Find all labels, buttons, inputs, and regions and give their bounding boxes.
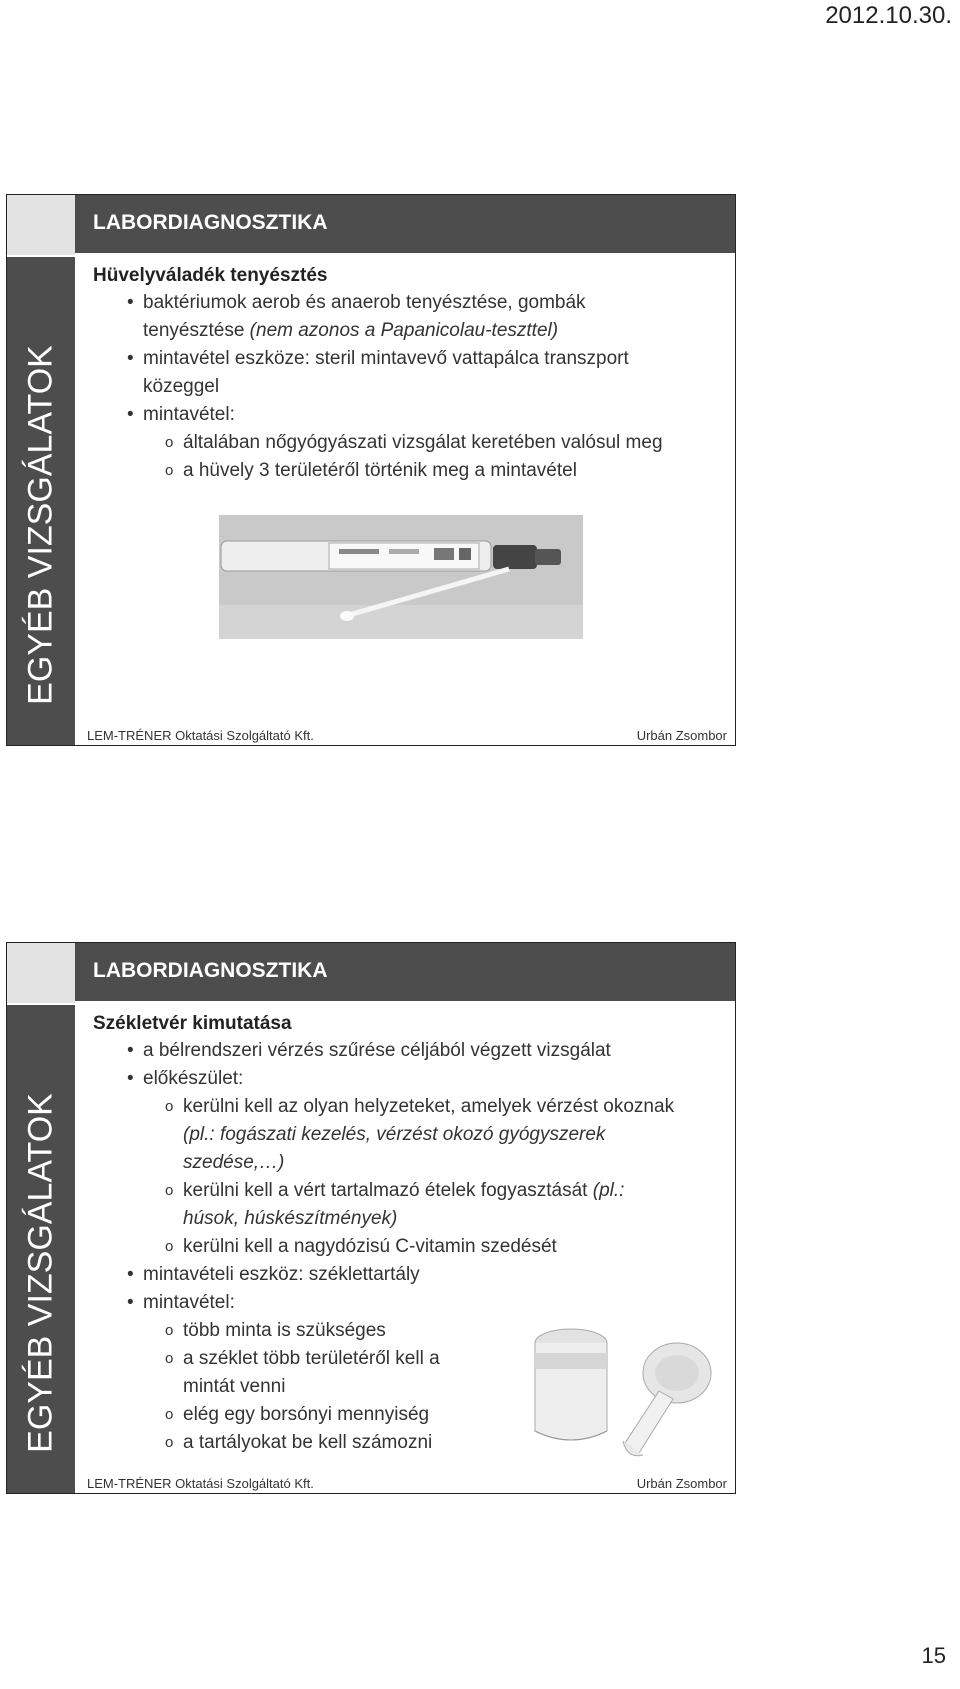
sub-bullet-item: o több minta is szükséges [93,1317,725,1345]
bullet-item: • előkészület: [93,1065,725,1093]
bullet-item: • mintavétel: [93,1289,725,1317]
bullet-item: • baktériumok aerob és anaerob tenyésztése, gombák [93,289,725,317]
sub-bullet-item: o általában nőgyógyászati vizsgálat keretében valósul meg [93,429,725,457]
italic-note: húsok, húskészítmények) [183,1208,398,1229]
sub-bullet-item: o kerülni kell az olyan helyzeteket, amelyek vérzést okoznak [93,1093,725,1121]
sub-bullet-item: o elég egy borsónyi mennyiség [93,1401,725,1429]
slide-sidebar [7,195,75,745]
sub-bullet-item: o kerülni kell a nagydózisú C-vitamin szedését [93,1233,725,1261]
slide-heading: Hüvelyváladék tenyésztés [93,265,328,286]
bullet-item: • a bélrendszeri vérzés szűrése céljából végzett vizsgálat [93,1037,725,1065]
slide-content [93,265,725,485]
slide-sidebar [7,943,75,1493]
footer-author: Urbán Zsombor [636,728,727,743]
bullet-continuation: közeggel [143,376,220,397]
sidebar-title: EGYÉB VIZSGÁLATOK [21,345,60,705]
sub-bullet-continuation [93,1205,725,1233]
bullet-item: • mintavételi eszköz: széklettartály [93,1261,725,1289]
sidebar-corner [7,943,75,1005]
slide-header [75,943,735,1001]
sub-bullet-continuation [93,1149,725,1177]
italic-note: szedése,…) [183,1152,285,1173]
bullet-item: • mintavétel: [93,401,725,429]
header-title: LABORDIAGNOSZTIKA [93,959,328,982]
slide-vaginal-culture [6,194,736,746]
footer-author: Urbán Zsombor [636,1476,727,1491]
swab-tube-photo [219,515,583,639]
italic-note: (nem azonos a Papanicolau-teszttel) [249,320,559,341]
italic-note: (pl.: fogászati kezelés, vérzést okozó gyógyszerek [183,1124,606,1145]
slide-fecal-blood [6,942,736,1494]
page-number: 15 [921,1643,946,1668]
sub-bullet-item [93,1177,725,1205]
sub-bullet-continuation [93,1121,725,1149]
sub-bullet-item: o a tartályokat be kell számozni [93,1429,725,1457]
footer-company: LEM-TRÉNER Oktatási Szolgáltató Kft. [87,728,314,743]
slide-header [75,195,735,253]
sub-bullet-item: o a széklet több területéről kell a [93,1345,725,1373]
text-span: tenyésztése [143,320,250,341]
stool-container-photo [527,1313,717,1473]
footer-company: LEM-TRÉNER Oktatási Szolgáltató Kft. [87,1476,314,1491]
slide-footer [87,1476,727,1491]
sub-bullet-item: o a hüvely 3 területéről történik meg a mintavétel [93,457,725,485]
italic-note: (pl.: [592,1180,625,1201]
slide-footer [87,728,727,743]
print-date: 2012.10.30. [825,2,952,29]
sub-bullet-continuation: mintát venni [183,1376,286,1397]
sidebar-corner [7,195,75,257]
header-title: LABORDIAGNOSZTIKA [93,211,328,234]
bullet-continuation [93,317,725,345]
text-span: kerülni kell a vért tartalmazó ételek fogyasztását [183,1180,593,1201]
sidebar-title: EGYÉB VIZSGÁLATOK [21,1093,60,1453]
slide-heading: Székletvér kimutatása [93,1013,292,1034]
bullet-item: • mintavétel eszköze: steril mintavevő vattapálca transzport [93,345,725,373]
